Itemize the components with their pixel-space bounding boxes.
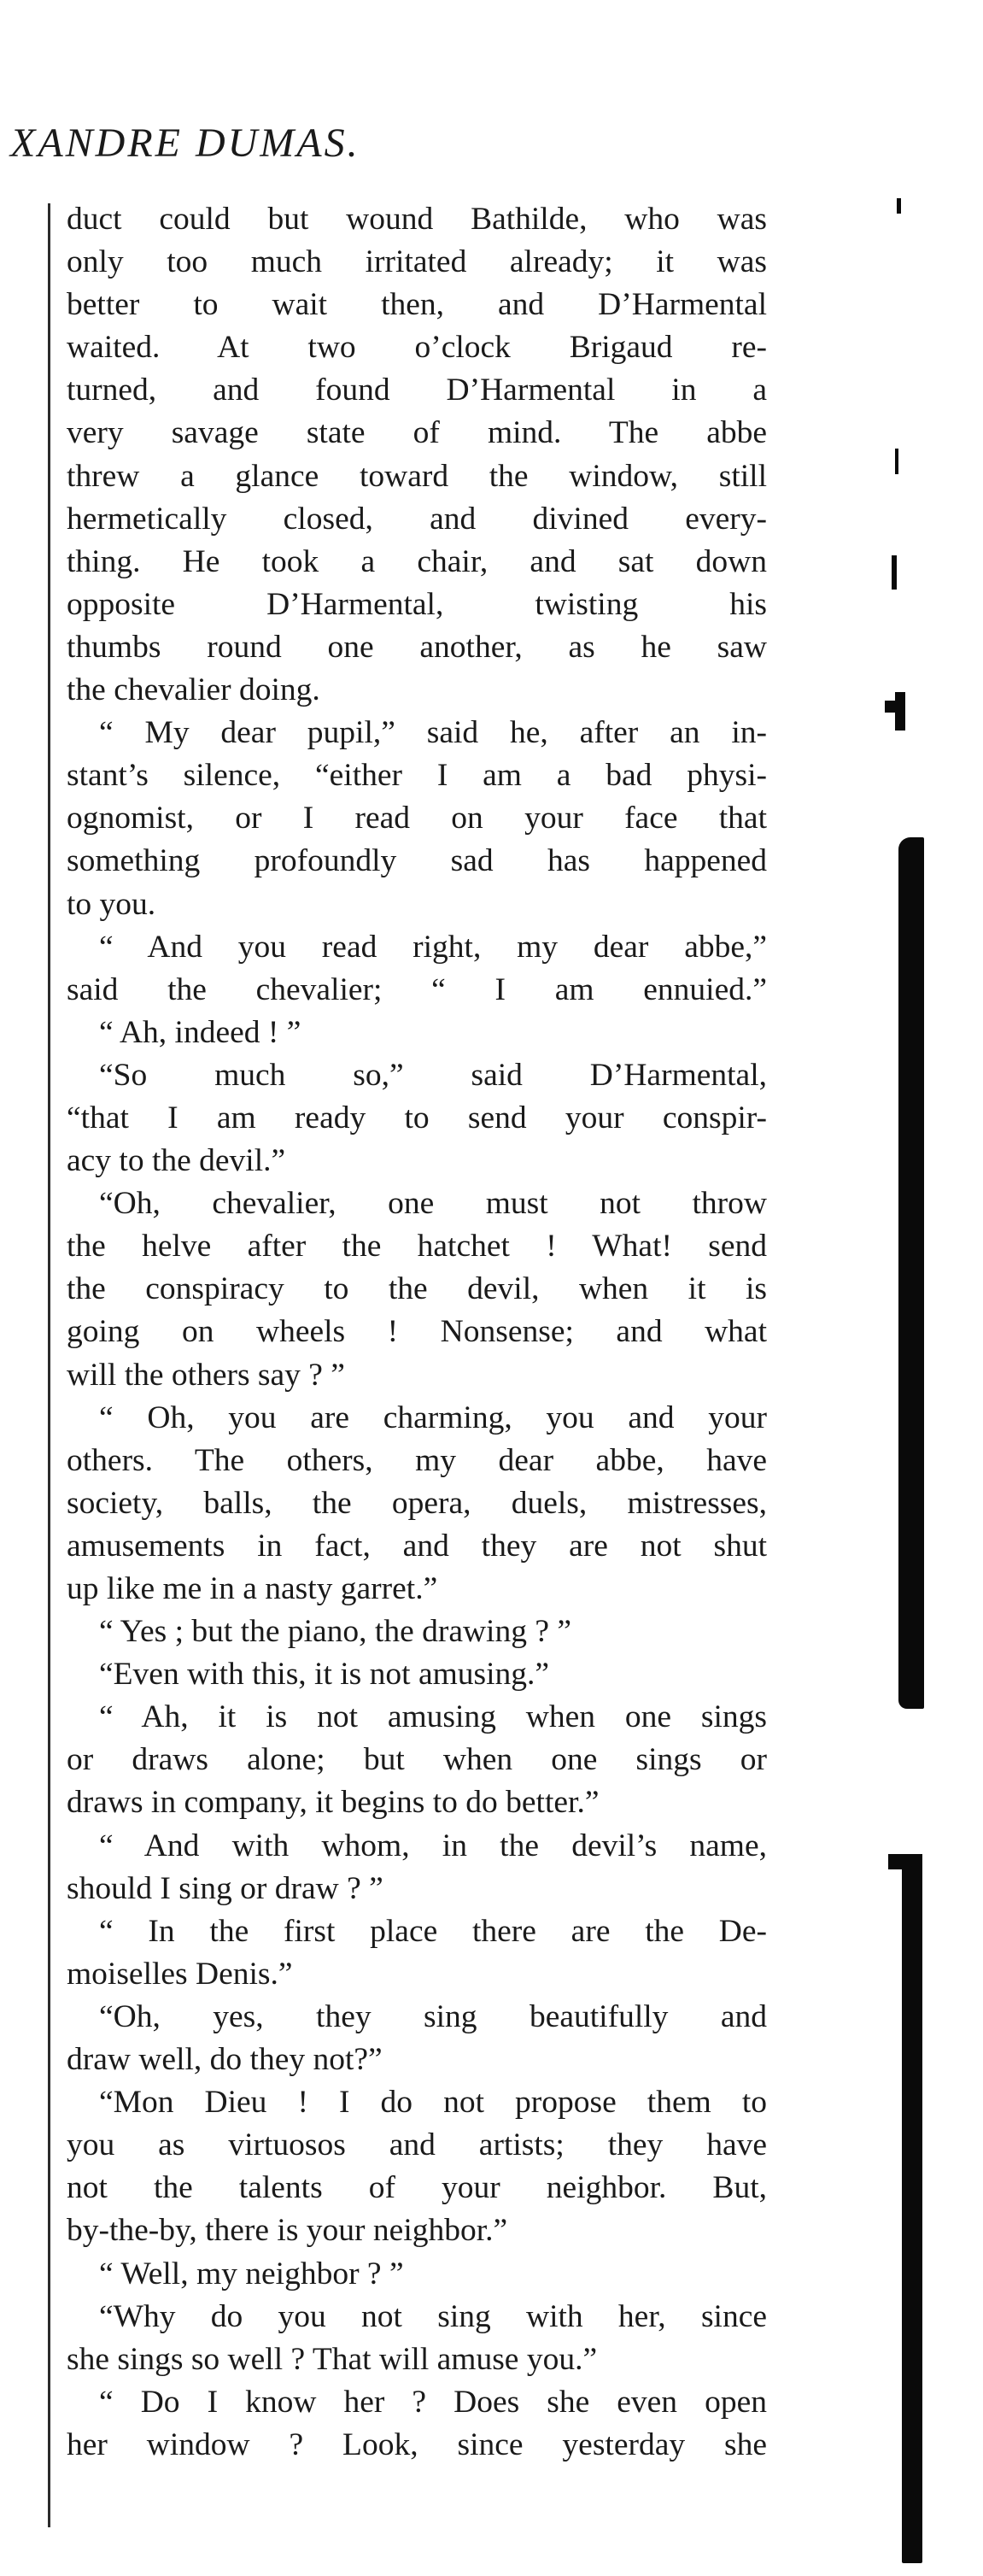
text-line: up like me in a nasty garret.” (67, 1571, 438, 1606)
text-line: very savage state of mind. The abbe (67, 415, 767, 451)
text-line: the conspiracy to the devil, when it is (67, 1271, 767, 1307)
text-line: “ In the first place there are the De- (99, 1913, 767, 1949)
text-line: should I sing or draw ? ” (67, 1870, 383, 1906)
text-line: others. The others, my dear abbe, have (67, 1442, 767, 1478)
text-line: “that I am ready to send your conspir- (67, 1100, 767, 1135)
binding-shadow (902, 1854, 922, 2563)
text-line: to you. (67, 886, 156, 922)
text-line: “ Do I know her ? Does she even open (99, 2384, 767, 2420)
column-rule (48, 203, 50, 2527)
text-line: you as virtuosos and artists; they have (67, 2127, 767, 2163)
text-line: “ And with whom, in the devil’s name, (99, 1828, 767, 1863)
text-line: by-the-by, there is your neighbor.” (67, 2213, 508, 2249)
text-line: duct could but wound Bathilde, who was (67, 202, 767, 237)
text-line: “Why do you not sing with her, since (99, 2298, 767, 2334)
text-line: “ And you read right, my dear abbe,” (99, 929, 767, 965)
text-line: the chevalier doing. (67, 672, 320, 708)
text-line: “ Well, my neighbor ? ” (99, 2256, 404, 2291)
text-line: “ My dear pupil,” said he, after an in- (99, 715, 767, 751)
text-line: something profoundly sad has happened (67, 843, 767, 879)
binding-shadow (898, 837, 924, 1709)
text-line: her window ? Look, since yesterday she (67, 2426, 767, 2462)
text-line: “ Ah, it is not amusing when one sings (99, 1699, 767, 1735)
text-line: “Even with this, it is not amusing.” (99, 1657, 550, 1693)
text-line: “ Ah, indeed ! ” (99, 1014, 301, 1050)
text-line: better to wait then, and D’Harmental (67, 287, 767, 323)
text-line: said the chevalier; “ I am ennuied.” (67, 971, 767, 1007)
text-line: going on wheels ! Nonsense; and what (67, 1314, 767, 1350)
text-line: opposite D’Harmental, twisting his (67, 586, 767, 622)
text-line: society, balls, the opera, duels, mistresses, (67, 1485, 767, 1521)
text-line: the helve after the hatchet ! What! send (67, 1229, 767, 1265)
text-line: “ Yes ; but the piano, the drawing ? ” (99, 1614, 572, 1650)
text-line: draws in company, it begins to do better.” (67, 1785, 600, 1821)
text-line: she sings so well ? That will amuse you.” (67, 2341, 598, 2377)
text-line: stant’s silence, “either I am a bad physi- (67, 758, 767, 794)
binding-mark (895, 692, 905, 731)
text-line: threw a glance toward the window, still (67, 458, 767, 494)
text-line: only too much irritated already; it was (67, 244, 767, 280)
binding-mark (895, 449, 898, 474)
text-column (67, 198, 767, 2467)
text-line: “So much so,” said D’Harmental, (99, 1057, 767, 1093)
text-line: turned, and found D’Harmental in a (67, 373, 767, 408)
text-line: thing. He took a chair, and sat down (67, 543, 767, 579)
text-line: thumbs round one another, as he saw (67, 629, 767, 665)
text-line: moiselles Denis.” (67, 1956, 293, 1992)
text-line: acy to the devil.” (67, 1143, 286, 1179)
text-line: waited. At two o’clock Brigaud re- (67, 330, 767, 366)
text-line: will the others say ? ” (67, 1357, 345, 1393)
text-line: ognomist, or I read on your face that (67, 801, 767, 836)
running-head: XANDRE DUMAS. (10, 120, 360, 166)
text-line: “Oh, yes, they sing beautifully and (99, 1998, 767, 2034)
text-line: not the talents of your neighbor. But, (67, 2170, 767, 2206)
text-line: or draws alone; but when one sings or (67, 1742, 767, 1778)
binding-mark (897, 198, 901, 214)
text-line: “ Oh, you are charming, you and your (99, 1399, 767, 1435)
text-line: “Mon Dieu ! I do not propose them to (99, 2085, 767, 2121)
text-line: draw well, do they not?” (67, 2042, 383, 2078)
binding-mark (892, 555, 897, 590)
text-line: hermetically closed, and divined every- (67, 501, 767, 537)
text-line: amusements in fact, and they are not shut (67, 1528, 767, 1564)
text-line: “Oh, chevalier, one must not throw (99, 1186, 767, 1222)
